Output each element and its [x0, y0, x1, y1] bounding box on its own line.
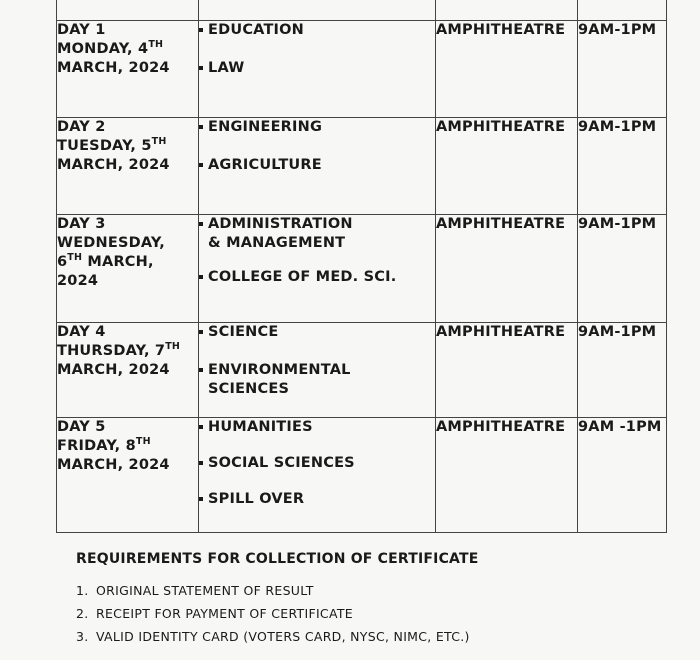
list-item: EDUCATION [199, 21, 435, 40]
list-item: 2. RECEIPT FOR PAYMENT OF CERTIFICATE [76, 606, 353, 621]
time-cell: 9AM-1PM [578, 118, 667, 215]
venue-cell: AMPHITHEATRE [436, 323, 578, 418]
time-cell: 9AM -1PM [578, 418, 667, 533]
day-cell: DAY 1 MONDAY, 4TH MARCH, 2024 [57, 21, 199, 118]
faculty-cell [199, 418, 436, 533]
list-item: COLLEGE OF MED. SCI. [199, 268, 435, 287]
venue-cell: AMPHITHEATRE [436, 215, 578, 323]
list-item: 3. VALID IDENTITY CARD (VOTERS CARD, NYSC, NIMC, ETC.) [76, 629, 470, 644]
list-item: ENVIRONMENTAL SCIENCES [199, 361, 435, 399]
list-item: SPILL OVER [199, 490, 435, 509]
schedule-table [56, 0, 667, 533]
requirements-list [76, 583, 479, 644]
list-item: SOCIAL SCIENCES [199, 454, 435, 473]
table-header-stub-row [57, 0, 667, 21]
table-row [57, 118, 667, 215]
list-item: SCIENCE [199, 323, 435, 342]
table-row [57, 215, 667, 323]
time-cell: 9AM-1PM [578, 323, 667, 418]
table-row [57, 418, 667, 533]
faculty-cell [199, 21, 436, 118]
table-row [57, 323, 667, 418]
requirements-title: REQUIREMENTS FOR COLLECTION OF CERTIFICATE [76, 551, 479, 567]
day-cell: DAY 2 TUESDAY, 5TH MARCH, 2024 [57, 118, 199, 215]
list-item: AGRICULTURE [199, 156, 435, 175]
time-cell: 9AM-1PM [578, 215, 667, 323]
day-cell: DAY 4 THURSDAY, 7TH MARCH, 2024 [57, 323, 199, 418]
list-item: 1. ORIGINAL STATEMENT OF RESULT [76, 583, 314, 598]
table-row [57, 21, 667, 118]
list-item: ENGINEERING [199, 118, 435, 137]
faculty-cell [199, 118, 436, 215]
list-item: ADMINISTRATION & MANAGEMENT [199, 215, 368, 253]
day-cell: DAY 3 WEDNESDAY, 6TH MARCH, 2024 [57, 215, 199, 323]
faculty-cell [199, 323, 436, 418]
venue-cell: AMPHITHEATRE [436, 21, 578, 118]
time-cell: 9AM-1PM [578, 21, 667, 118]
list-item: HUMANITIES [199, 418, 435, 437]
day-cell: DAY 5 FRIDAY, 8TH MARCH, 2024 [57, 418, 199, 533]
requirements-section [76, 551, 479, 652]
venue-cell: AMPHITHEATRE [436, 418, 578, 533]
list-item: LAW [199, 59, 435, 78]
venue-cell: AMPHITHEATRE [436, 118, 578, 215]
faculty-cell [199, 215, 436, 323]
